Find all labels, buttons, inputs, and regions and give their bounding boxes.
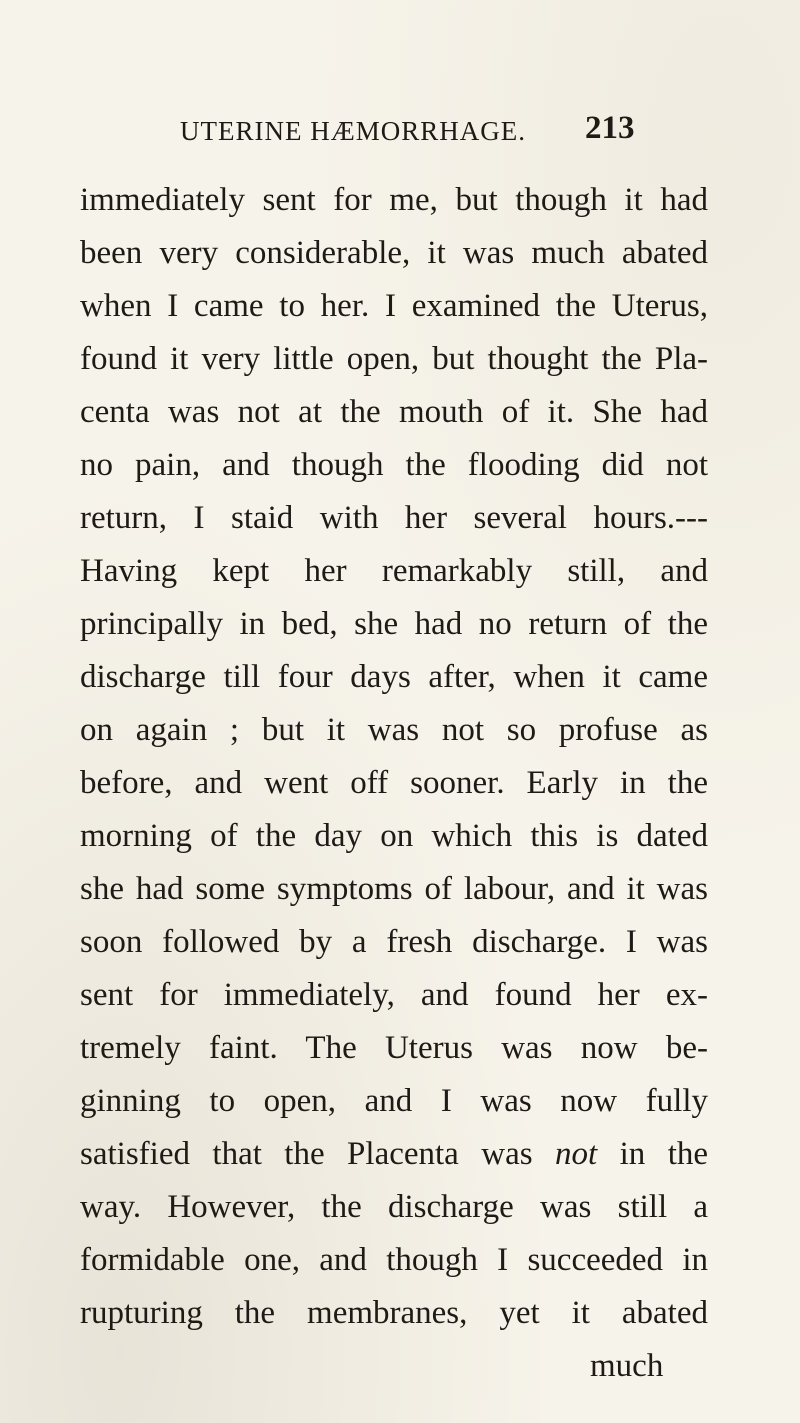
text-line: before, and went off sooner. Early in the [80, 765, 708, 801]
text-line: tremely faint. The Uterus was now be- [80, 1030, 708, 1066]
text-line: soon followed by a fresh discharge. I was [80, 924, 708, 960]
text-line: return, I staid with her several hours.--- [80, 500, 708, 536]
text-line: when I came to her. I examined the Uterus, [80, 288, 708, 324]
text-line: found it very little open, but thought the Pla- [80, 341, 708, 377]
text-line: sent for immediately, and found her ex- [80, 977, 708, 1013]
text-line: formidable one, and though I succeeded in [80, 1242, 708, 1278]
text-line: immediately sent for me, but though it had [80, 182, 708, 218]
text-segment: in the [597, 1136, 709, 1172]
text-line: ginning to open, and I was now fully [80, 1083, 708, 1119]
catchword: much [590, 1348, 664, 1384]
text-line: no pain, and though the flooding did not [80, 447, 708, 483]
text-line: principally in bed, she had no return of the [80, 606, 708, 642]
page-number: 213 [585, 110, 635, 146]
text-line: centa was not at the mouth of it. She had [80, 394, 708, 430]
text-line: discharge till four days after, when it came [80, 659, 708, 695]
text-line: rupturing the membranes, yet it abated [80, 1295, 708, 1331]
text-line: morning of the day on which this is dated [80, 818, 708, 854]
text-segment: satisfied that the Placenta was [80, 1136, 555, 1172]
text-line: she had some symptoms of labour, and it was [80, 871, 708, 907]
text-line: on again ; but it was not so profuse as [80, 712, 708, 748]
text-line: been very considerable, it was much abated [80, 235, 708, 271]
italic-word: not [555, 1136, 598, 1172]
text-line: Having kept her remarkably still, and [80, 553, 708, 589]
running-head: UTERINE HÆMORRHAGE. [180, 116, 526, 146]
text-line-with-italic [80, 1134, 708, 1174]
text-line: way. However, the discharge was still a [80, 1189, 708, 1225]
